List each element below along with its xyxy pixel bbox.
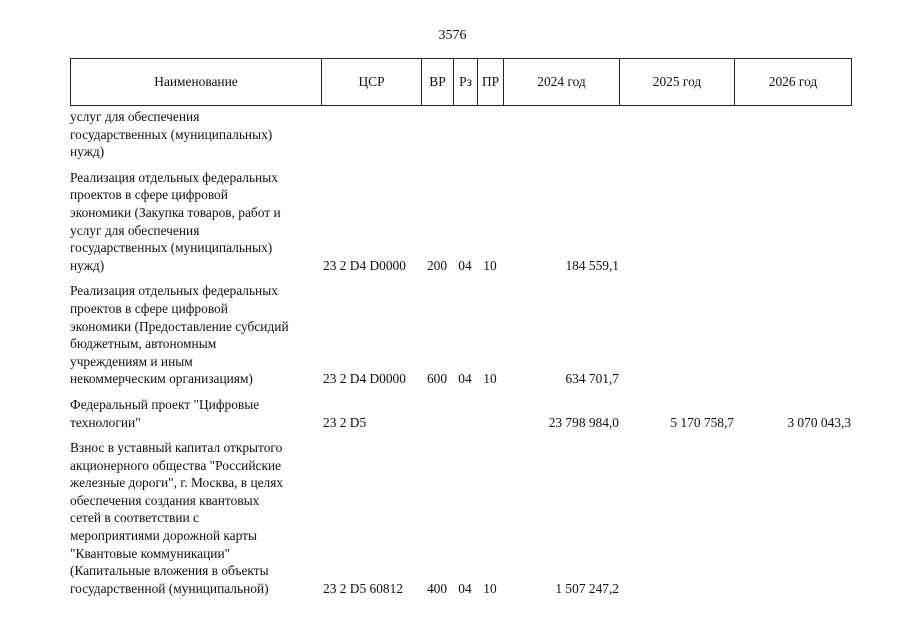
header-2024: 2024 год <box>504 59 620 106</box>
row-name-line: железные дороги", г. Москва, в целях <box>70 475 284 491</box>
row-2026 <box>734 108 851 169</box>
row-vr: 400 <box>426 580 448 596</box>
row-name-line: акционерного общества "Российские <box>70 457 282 473</box>
row-csr: 23 2 D5 60812 <box>323 580 403 596</box>
row-name-line: обеспечения создания квантовых <box>70 492 260 508</box>
row-name-line: проектов в сфере цифровой <box>70 187 228 203</box>
row-csr: 23 2 D4 D0000 <box>323 257 406 273</box>
row-name-line: Реализация отдельных федеральных <box>70 283 278 299</box>
header-pr: ПР <box>478 59 504 106</box>
table-row <box>70 396 851 439</box>
row-csr: 23 2 D4 D0000 <box>323 371 406 387</box>
row-2024 <box>503 108 619 169</box>
row-csr <box>321 108 421 169</box>
row-name-line: (Капитальные вложения в объекты <box>70 563 269 579</box>
row-2024: 184 559,1 <box>565 257 619 273</box>
row-rz <box>453 108 477 169</box>
row-csr: 23 2 D5 <box>323 414 367 430</box>
row-name-line: Реализация отдельных федеральных <box>70 169 278 185</box>
row-name-line: нужд) <box>70 257 105 273</box>
row-2026 <box>734 439 851 605</box>
header-2025: 2025 год <box>620 59 735 106</box>
row-pr <box>477 108 503 169</box>
row-name <box>70 439 321 605</box>
row-2026: 3 070 043,3 <box>787 414 851 430</box>
row-name-line: проектов в сфере цифровой <box>70 300 228 316</box>
row-vr <box>421 396 453 439</box>
row-vr <box>421 108 453 169</box>
row-2025: 5 170 758,7 <box>670 414 734 430</box>
row-name-line: экономики (Предоставление субсидий <box>70 318 289 334</box>
row-rz: 04 <box>458 257 472 273</box>
row-rz: 04 <box>458 371 472 387</box>
row-2025 <box>619 169 734 283</box>
row-2024: 634 701,7 <box>565 371 619 387</box>
row-2026 <box>734 282 851 396</box>
row-rz: 04 <box>458 580 472 596</box>
row-name <box>70 169 321 283</box>
row-pr: 10 <box>483 257 497 273</box>
budget-table <box>70 108 851 605</box>
row-vr: 200 <box>426 257 448 273</box>
row-name-line: услуг для обеспечения <box>70 109 200 124</box>
header-rz: Рз <box>454 59 478 106</box>
row-name-line: "Квантовые коммуникации" <box>70 545 231 561</box>
row-name-line: бюджетным, автономным <box>70 336 217 352</box>
row-2025 <box>619 282 734 396</box>
row-name-line: мероприятиями дорожной карты <box>70 528 257 544</box>
row-2025 <box>619 108 734 169</box>
header-name: Наименование <box>71 59 322 106</box>
table-header <box>70 58 852 106</box>
row-name-line: государственных (муниципальных) <box>70 240 273 256</box>
row-name-line: Взнос в уставный капитал открытого <box>70 440 283 456</box>
row-name-line: нужд) <box>70 144 105 160</box>
row-name <box>70 108 321 169</box>
row-name <box>70 396 321 439</box>
header-csr: ЦСР <box>322 59 422 106</box>
row-2025 <box>619 439 734 605</box>
page-number: 3576 <box>438 28 467 43</box>
header-2026: 2026 год <box>735 59 852 106</box>
header-vr: ВР <box>422 59 454 106</box>
row-name-line: технологии" <box>70 414 141 430</box>
row-name-line: государственной (муниципальной) <box>70 580 269 596</box>
row-name <box>70 282 321 396</box>
row-pr: 10 <box>483 580 497 596</box>
table-row <box>70 439 851 605</box>
row-2024: 1 507 247,2 <box>555 580 619 596</box>
row-name-line: некоммерческим организациям) <box>70 371 253 387</box>
table-row <box>70 108 851 169</box>
row-name-line: государственных (муниципальных) <box>70 126 273 142</box>
row-2026 <box>734 169 851 283</box>
table-row <box>70 169 851 283</box>
row-2024: 23 798 984,0 <box>548 414 619 430</box>
row-vr: 600 <box>426 371 448 387</box>
row-pr: 10 <box>483 371 497 387</box>
row-name-line: экономики (Закупка товаров, работ и <box>70 204 281 220</box>
row-name-line: сетей в соответствии с <box>70 510 199 526</box>
table-row <box>70 282 851 396</box>
row-pr <box>477 396 503 439</box>
row-rz <box>453 396 477 439</box>
row-name-line: услуг для обеспечения <box>70 222 200 238</box>
row-name-line: Федеральный проект "Цифровые <box>70 396 260 412</box>
row-name-line: учреждениям и иным <box>70 353 193 369</box>
table-body <box>70 108 851 605</box>
